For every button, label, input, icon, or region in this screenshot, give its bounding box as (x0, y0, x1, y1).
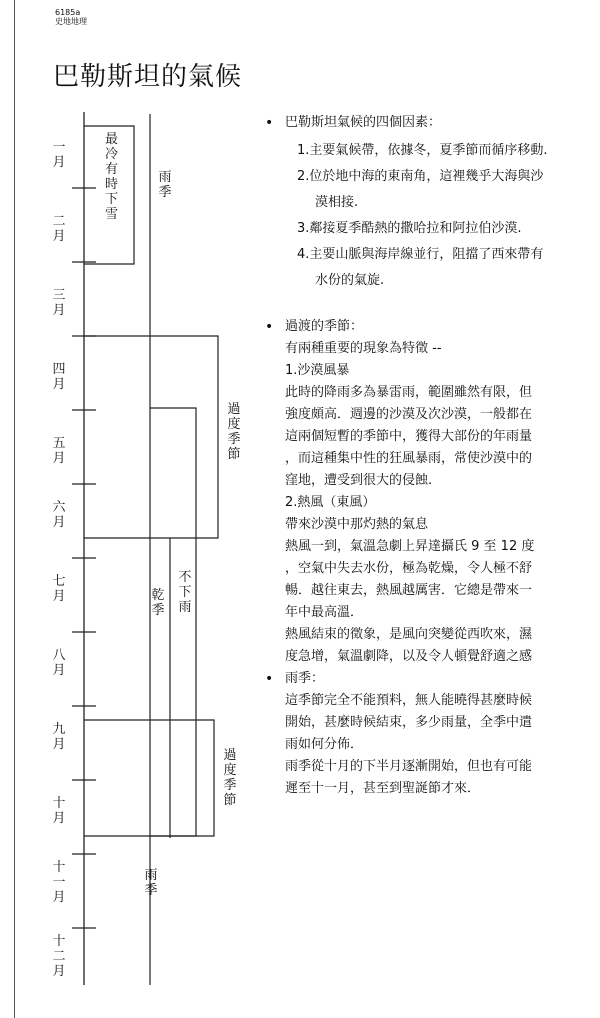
factor-4-line-2: 水份的氣旋. (315, 273, 385, 288)
climate-timeline-diagram (0, 0, 270, 1018)
factor-3: 3.鄰接夏季酷熱的撒哈拉和阿拉伯沙漠. (297, 221, 522, 236)
climate-notes (265, 112, 593, 800)
hotwind-subtitle: 帶來沙漠中那灼熱的氣息 (285, 517, 429, 532)
hotwind-title: 2.熱風（東風） (285, 495, 376, 510)
transition-heading-text: 過渡的季節： (285, 319, 364, 334)
rainy-line: 遲至十一月，甚至到聖誕節才來． (285, 781, 481, 796)
month-label-jun: 六月 (52, 500, 66, 530)
factors-heading (265, 112, 593, 134)
factor-4-line-1: 4.主要山脈與海岸線並行，阻擋了西來帶有 (297, 247, 544, 262)
factor-2-line-2: 漠相接. (315, 195, 359, 210)
month-label-jul: 七月 (52, 574, 66, 604)
month-label-apr: 四月 (52, 362, 66, 392)
month-label-dec: 十二月 (52, 934, 66, 979)
hotwind-line: ，空氣中失去水份，極為乾燥，令人極不舒 (285, 561, 533, 576)
sandstorm-line: 強度頗高．週邊的沙漠及次沙漠，一般都在 (285, 407, 533, 422)
month-label-aug: 八月 (52, 648, 66, 678)
month-label-nov: 十一月 (52, 860, 66, 905)
month-label-oct: 十月 (52, 796, 66, 826)
rainy-line: 這季節完全不能預料，無人能曉得甚麼時候 (285, 693, 533, 708)
label-dry-season: 乾季 (151, 588, 165, 618)
sandstorm-line: 窪地，遭受到很大的侵蝕. (285, 473, 433, 488)
sandstorm-line: 此時的降雨多為暴雷雨，範圍雖然有限，但 (285, 385, 533, 400)
header-subject: 史地地理 (55, 17, 87, 26)
factor-2-line-1: 2.位於地中海的東南角，這裡幾乎大海與沙 (297, 169, 544, 184)
autumn-transition-bracket (84, 720, 214, 836)
sandstorm-line: 這兩個短暫的季節中，獲得大部份的年雨量 (285, 429, 533, 444)
month-label-sep: 九月 (52, 722, 66, 752)
label-coldest: 最冷有時下雪 (104, 132, 118, 222)
rainy-line: 開始，甚麼時候結束，多少雨量，全季中遣 (285, 715, 533, 730)
hotwind-line: 熱風結束的徵象，是風向突變從西吹來，濕 (285, 627, 533, 642)
page-title: 巴勒斯坦的氣候 (53, 62, 243, 92)
label-autumn-transition: 過度季節 (223, 748, 237, 808)
label-rainy-season-bottom: 雨季 (144, 868, 158, 898)
rainy-heading (265, 668, 593, 690)
hotwind-line: 暢．越往東去，熱風越厲害．它總是帶來一 (285, 583, 533, 598)
month-label-may: 五月 (52, 436, 66, 466)
bullet-icon: • (265, 671, 274, 687)
hotwind-line: 年中最高溫． (285, 605, 364, 620)
rainy-line: 雨季從十月的下半月逐漸開始，但也有可能 (285, 759, 533, 774)
month-label-feb: 二月 (52, 214, 66, 244)
label-rainy-season-top: 雨季 (158, 170, 172, 200)
factors-heading-text: 巴勒斯坦氣候的四個因素： (285, 115, 442, 130)
bullet-icon: • (265, 115, 274, 131)
factor-1: 1.主要氣候帶，依據冬，夏季節而循序移動. (297, 143, 548, 158)
hotwind-line: 熱風一到，氣溫急劇上昇達攝氏 9 至 12 度 (285, 539, 535, 554)
rainy-heading-text: 雨季： (285, 671, 325, 686)
label-spring-transition: 過度季節 (227, 402, 241, 462)
transition-intro: 有兩種重要的現象為特徵 -- (285, 341, 442, 356)
spring-transition-bracket (84, 336, 218, 538)
transition-heading (265, 316, 593, 338)
month-label-mar: 三月 (52, 288, 66, 318)
header-code-number: 6185a (55, 8, 81, 17)
no-rain-bracket (150, 408, 196, 836)
hotwind-line: 度急增，氣溫劇降，以及令人頓覺舒適之感 (285, 649, 533, 664)
rainy-line: 雨如何分佈． (285, 737, 364, 752)
sandstorm-line: ，而這種集中性的狂風暴雨，常使沙漠中的 (285, 451, 533, 466)
month-label-jan: 一月 (52, 140, 66, 170)
bullet-icon: • (265, 319, 274, 335)
label-no-rain: 不下雨 (178, 570, 192, 615)
sandstorm-title: 1.沙漠風暴 (285, 363, 350, 378)
